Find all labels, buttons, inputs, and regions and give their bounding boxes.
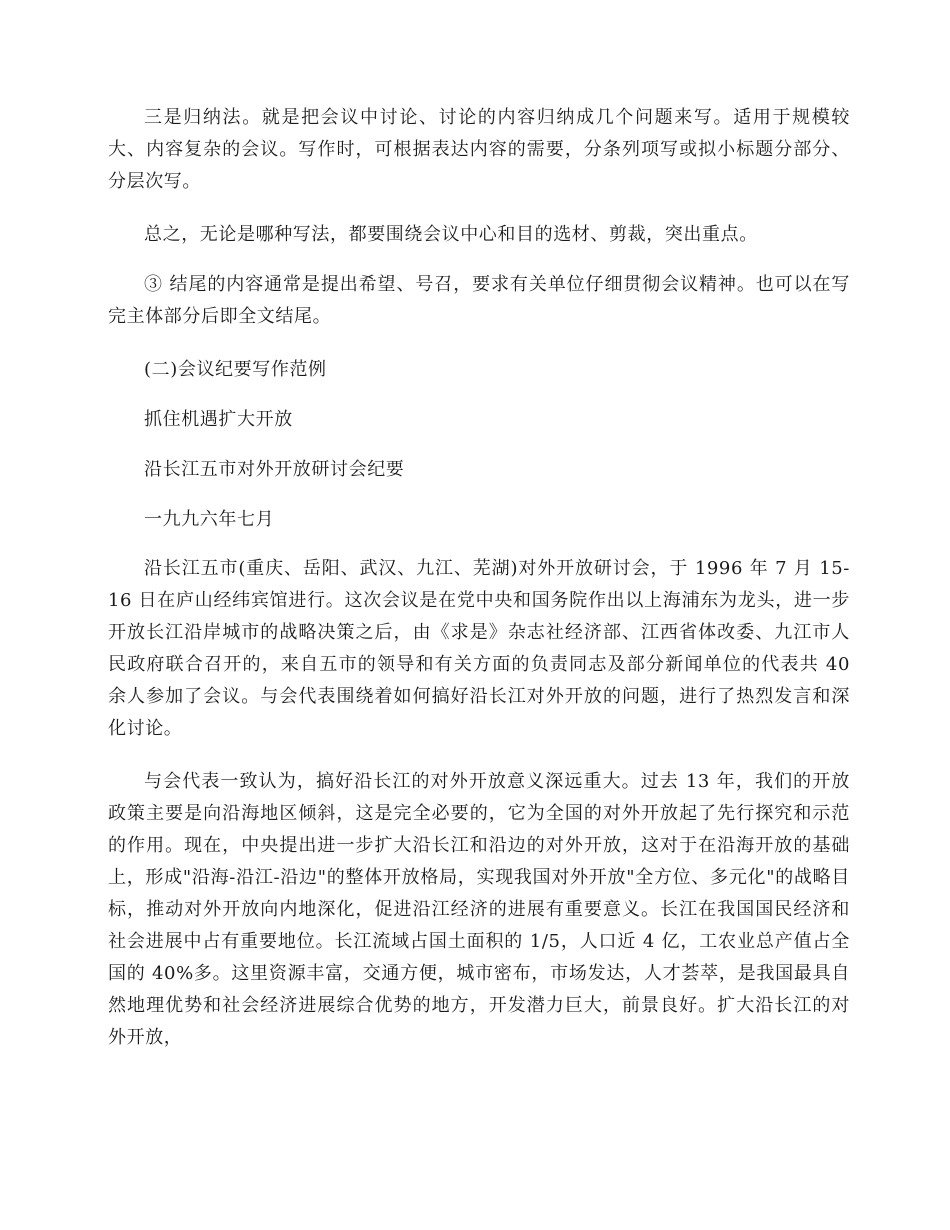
example-subtitle: 沿长江五市对外开放研讨会纪要	[144, 459, 405, 480]
paragraph-consensus: 与会代表一致认为，搞好沿长江的对外开放意义深远重大。过去 13 年，我们的开放政策主要是向沿海地区倾斜，这是完全必要的，它为全国的对外开放起了先行探究和示范的作用。现在，中央提出进一步扩大沿长江和沿边的对外开放，这对于在沿海开放的基础上，形成"沿海-沿江-沿边"的整体开放格局，实现我国对外开放"全方位、多元化"的战略目标，推动对外开放向内地深化，促进沿江经济的进展有重要意义。长江在我国国民经济和社会进展中占有重要地位。长江流域占国土面积的 1/5，人口近 4 亿，工农业总产值占全国的 40%多。这里资源丰富，交通方便，城市密布，市场发达，人才荟萃，是我国最具自然地理优势和社会经济进展综合优势的地方，开发潜力巨大，前景良好。扩大沿长江的对外开放，	[108, 771, 850, 1048]
example-date: 一九九六年七月	[144, 509, 275, 530]
paragraph-summary: 总之，无论是哪种写法，都要围绕会议中心和目的选材、剪裁，突出重点。	[144, 224, 758, 245]
paragraph-induction-method: 三是归纳法。就是把会议中讨论、讨论的内容归纳成几个问题来写。适用于规模较大、内容复杂的会议。写作时，可根据表达内容的需要，分条列项写或拟小标题分部分、分层次写。	[108, 107, 850, 192]
example-title: 抓住机遇扩大开放	[144, 409, 293, 430]
paragraph-meeting-overview: 沿长江五市(重庆、岳阳、武汉、九江、芜湖)对外开放研讨会，于 1996 年 7 月 15-16 日在庐山经纬宾馆进行。这次会议是在党中央和国务院作出以上海浦东为龙头，进一步开放长江沿岸城市的战略决策之后，由《求是》杂志社经济部、江西省体改委、九江市人民政府联合召开的，来自五市的领导和有关方面的负责同志及部分新闻单位的代表共 40 余人参加了会议。与会代表围绕着如何搞好沿长江对外开放的问题，进行了热烈发言和深化讨论。	[108, 558, 850, 739]
document-page	[108, 102, 850, 1054]
paragraph-ending: ③ 结尾的内容通常是提出希望、号召，要求有关单位仔细贯彻会议精神。也可以在写完主体部分后即全文结尾。	[108, 274, 850, 327]
section-heading-example: (二)会议纪要写作范例	[144, 359, 327, 380]
